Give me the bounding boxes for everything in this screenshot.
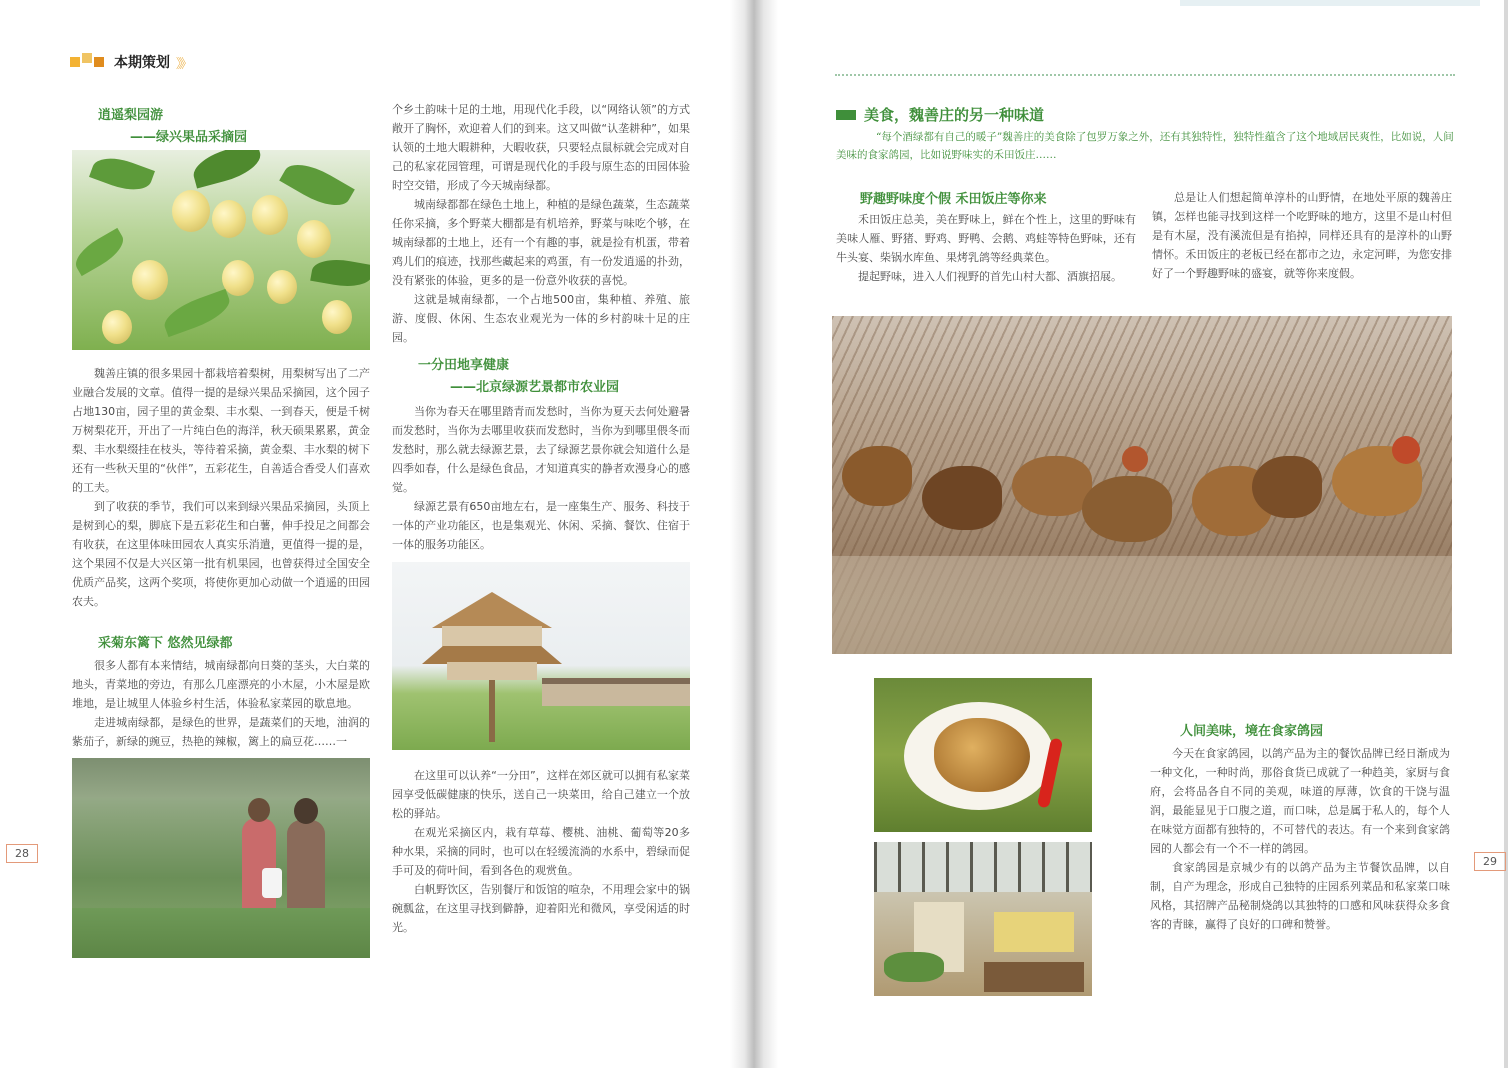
- article-body: 禾田饭庄总美，美在野味上，鲜在个性上，这里的野味有美味人雁、野猪、野鸡、野鸭、会鹅、鸡蛙等特色野味，还有牛头宴、柴锅水库鱼、果烤乳鸽等经典菜色。 提起野味，进入人们视野的首先山村大都、酒旗招展。: [836, 213, 1136, 283]
- top-color-bar: [1180, 0, 1480, 6]
- article-title: 采菊东篱下 悠然见绿都: [98, 636, 233, 651]
- feature-intro: “每个酒绿都有自己的暖子”魏善庄的美食除了包罗万象之外，还有其独特性，独特性蕴含了这个地域居民爽性，比如说，人间美味的食家鸽园，比如说野味实的禾田饭庄……: [836, 131, 1454, 161]
- article-body: 当你为春天在哪里踏青而发愁时，当你为夏天去何处避暑而发愁时，当你为去哪里收获而发愁时，当你为到哪里偎冬而发愁时，那么就去绿源艺景，去了绿源艺景你就会知道什么是四季如春，什么是绿色食品，才知道真实的静者欢漫身心的感觉。 绿源艺景有650亩地左右，是一座集生产、服务、科技于一体的产业功能区，也是集观光、休闲、采摘、餐饮、住宿于一体的服务功能区。: [392, 405, 690, 551]
- page-number-left: 28: [6, 844, 38, 863]
- book-gutter: [730, 0, 778, 1068]
- article-body: 个乡土韵味十足的土地，用现代化手段，以“网络认领”的方式敞开了胸怀，欢迎着人们的到来。这又叫做“认垄耕种”，如果认领的土地大暇耕种，大暇收获，只要轻点鼠标就会完成对自己的私家花园管理，可谓是现代化的手段与原生态的田园体验时空交错，形成了今天城南绿都。 城南绿都都在绿色土地上，种植的是绿色蔬菜，生态蔬菜任你采摘，多个野菜大棚都是有机培养，野菜与味吃个够，在城南绿都的土地上，还有一个有趣的事，就是捡有机蛋，带着鸡儿们的痕迹，找那些藏起来的鸡蛋，有一份发逍遥的扑劲，没有紧张的体验，更多的是一份意外收获的喜悦。 这就是城南绿都，一个占地500亩，集种植、养殖、旅游、度假、休闲、生态农业观光为一体的乡村韵味十足的庄园。: [392, 103, 690, 344]
- article-title: 逍遥梨园游: [98, 108, 164, 123]
- vegetable-garden-photo: [72, 758, 370, 958]
- article-body: 总是让人们想起简单淳朴的山野情，在地处平原的魏善庄镇，怎样也能寻找到这样一个吃野味的地方，这里不是山村但是有木屋，没有溪流但是有掐掉，同样还具有的是淳朴的山野情怀。禾田饭庄的老板已经在都市之边，永定河畔，为您安排好了一个野趣野味的盛宴，就等你来度假。: [1152, 191, 1452, 280]
- article-title: 野趣野味度个假 禾田饭庄等你来: [860, 192, 1047, 207]
- pear-orchard-photo: [72, 150, 370, 350]
- article-title: 人间美味，境在食家鸽园: [1180, 724, 1324, 739]
- bar-icon: [836, 110, 856, 120]
- article-body: 在这里可以认养“一分田”，这样在郊区就可以拥有私家菜园享受低碳健康的快乐，送自己一块菜田，给自己建立一个放松的驿站。 在观光采摘区内，栽有草莓、樱桃、油桃、葡萄等20多种水果，采摘的同时，也可以在轻缓流淌的水系中，碧绿而促手可及的荷叶间，看到各色的观赏鱼。 白帆野饮区，告别餐厅和饭馆的喧杂，不用理会家中的锅碗瓢盆，在这里寻找到僻静，迎着阳光和微风，享受闲适的时光。: [392, 769, 690, 934]
- article-body: 今天在食家鸽园，以鸽产品为主的餐饮品牌已经日渐成为一种文化，一种时尚，那俗食货已成就了一种趋美，家厨与食府，会将品各自不同的美观，味道的厚薄，饮食的干饶与温润，最能显见于口腹之道，而口味，总是属于私人的，每个人在味觉方面都有独特的，不可替代的表达。有一个来到食家鸽园的人都会有一个不一样的鸽园。 食家鸽园是京城少有的以鸽产品为主节餐饮品牌，以自制，自产为理念，形成自己独特的庄园系列菜品和私家菜口味风格，其招牌产品秘制烧鸽以其独特的口感和风味获得众多食客的青睐，赢得了良好的口碑和赞誉。: [1150, 747, 1450, 931]
- feature-headline: 美食，魏善庄的另一种味道: [836, 104, 1044, 125]
- page-number-right: 29: [1474, 852, 1506, 871]
- article-subtitle: ——绿兴果品采摘园: [130, 130, 248, 145]
- restaurant-interior-photo: [874, 842, 1092, 996]
- section-header: [70, 50, 190, 74]
- square-icon: [82, 53, 92, 63]
- dovecote-farm-photo: [392, 562, 690, 750]
- double-arrow-icon: 》》: [176, 56, 190, 72]
- free-range-chickens-photo: [832, 316, 1452, 654]
- page-edge: [1504, 0, 1508, 1068]
- dotted-divider: [835, 74, 1455, 76]
- article-title: 一分田地享健康: [418, 358, 510, 373]
- section-label: 本期策划: [114, 55, 170, 71]
- roast-pigeon-dish-photo: [874, 678, 1092, 832]
- square-icon: [94, 57, 104, 67]
- article-body: 很多人都有本来情结，城南绿都向日葵的茎头，大白菜的地头，青菜地的旁边，有那么几座漂亮的小木屋，小木屋是欧堆地，是让城里人体验乡村生活，体验私家菜园的歇息地。 走进城南绿都，是绿色的世界，是蔬菜们的天地，油润的紫茄子，新绿的豌豆，热艳的辣椒，篱上的扁豆花……一: [72, 659, 370, 748]
- article-subtitle: ——北京绿源艺景都市农业园: [450, 380, 620, 395]
- article-body: 魏善庄镇的很多果园十都栽培着梨树，用梨树写出了二产业融合发展的文章。值得一提的是绿兴果品采摘园，这个园子占地130亩，园子里的黄金梨、丰水梨、一到春天，便是千树万树梨花开，开出了一片纯白色的海洋，秋天硕果累累，黄金梨、丰水梨缀挂在枝头，等待着采摘，黄金梨、丰水梨的树下还有一些秋天里的“伙伴”，五彩花生，自善适合香受人们喜欢的工夫。 到了收获的季节，我们可以来到绿兴果品采摘园，头顶上是树到心的梨，脚底下是五彩花生和白薯，伸手投足之间都会有收获，在这里体味田园农人真实乐消遣，更值得一提的是，这个果园不仅是大兴区第一批有机果园，也曾获得过全国安全优质产品奖，这两个奖项，将使你更加心动做一个逍遥的田园农夫。: [72, 367, 370, 608]
- square-icon: [70, 57, 80, 67]
